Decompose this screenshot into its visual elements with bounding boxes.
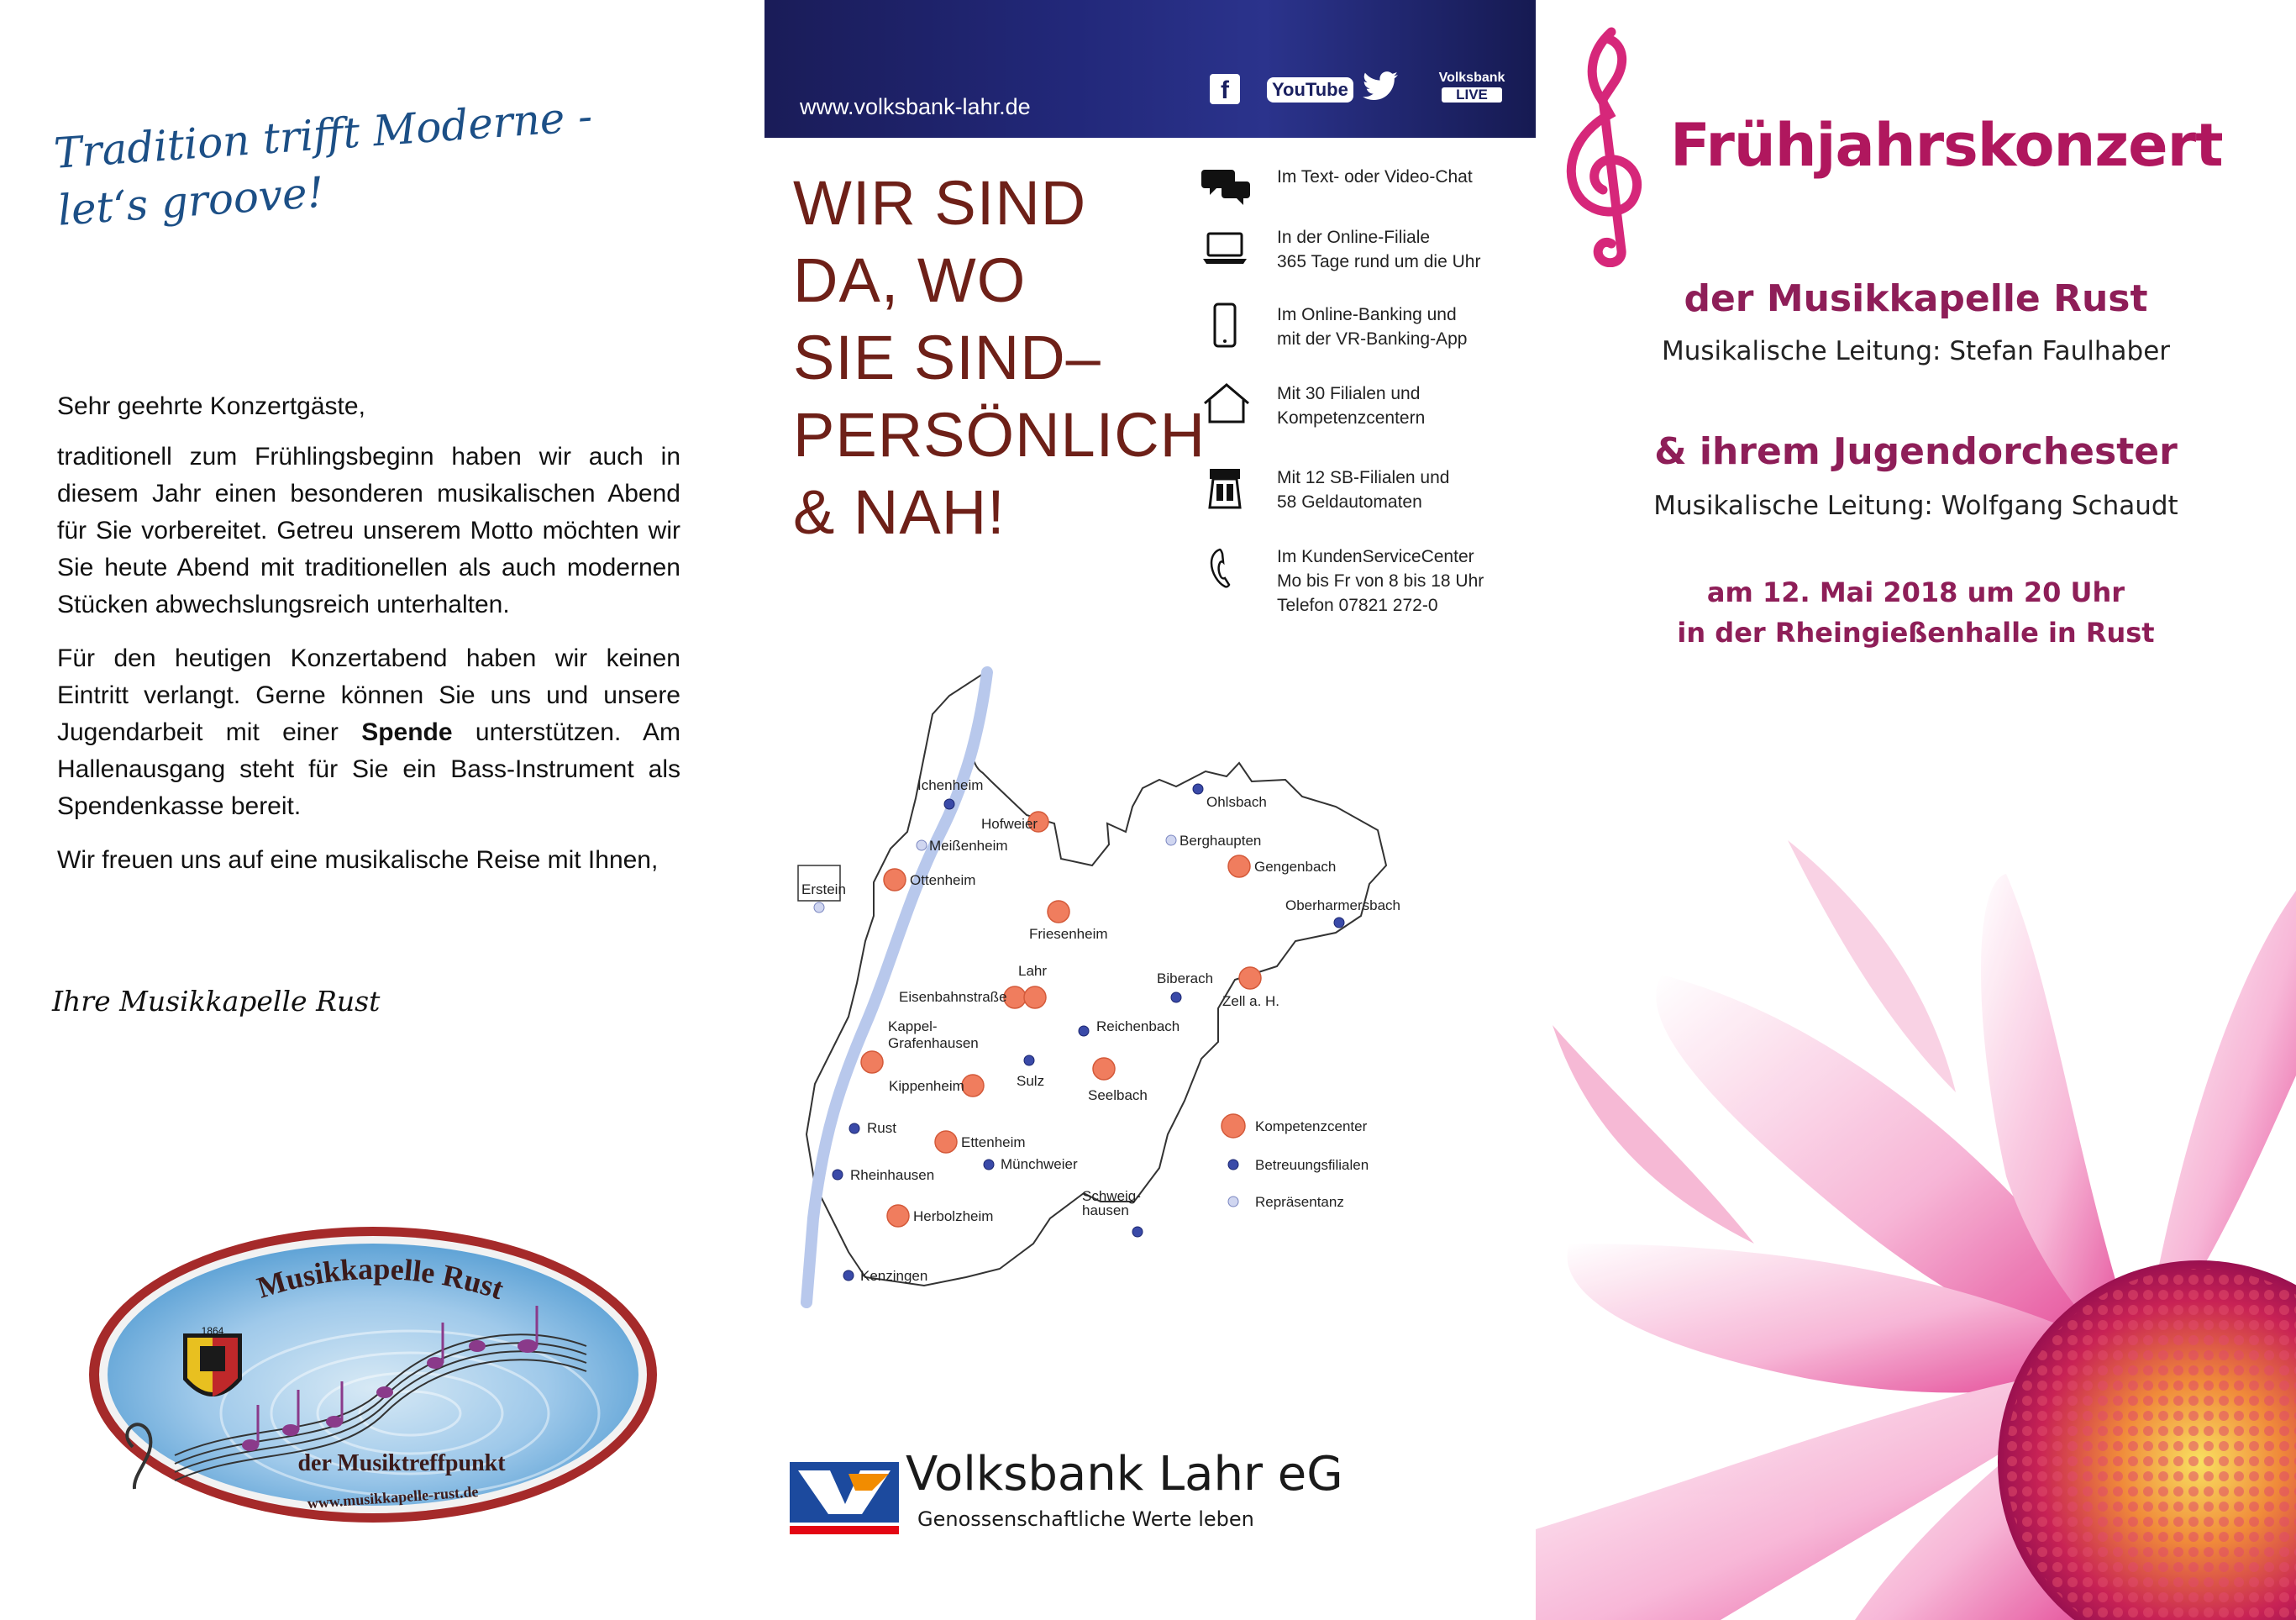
map-marker	[1024, 1055, 1034, 1065]
map-label-erstein: Erstein	[801, 881, 846, 897]
service-banking-app	[1201, 302, 1521, 370]
headline-line-5: & NAH!	[793, 477, 1006, 547]
map-marker	[917, 840, 927, 850]
youth-orchestra-name: & ihrem Jugendorchester	[1654, 430, 2178, 473]
map-label-rust: Rust	[867, 1120, 896, 1136]
live-top-label: Volksbank	[1438, 71, 1505, 85]
volksbank-logo-icon	[790, 1462, 899, 1536]
map-label-sulz: Sulz	[1017, 1073, 1045, 1089]
map-marker	[849, 1123, 859, 1133]
bank-url[interactable]: www.volksbank-lahr.de	[800, 94, 1031, 119]
left-panel	[0, 0, 764, 1620]
service-filialen-text: Mit 30 Filialen und Kompetenzcentern	[1277, 384, 1426, 428]
slogan-line2: let‘s groove!	[55, 167, 326, 235]
map-label-friesenheim: Friesenheim	[1029, 926, 1108, 942]
phone-icon	[1201, 544, 1252, 592]
letter-greeting: Sehr geehrte Konzertgäste,	[57, 392, 365, 420]
map-label-ettenheim: Ettenheim	[961, 1134, 1026, 1150]
service-banking-app-text: Im Online-Banking und mit der VR-Banking-App	[1277, 305, 1468, 349]
right-panel	[1536, 0, 2296, 1620]
marker-friesenheim	[1048, 901, 1069, 923]
middle-panel	[764, 0, 1536, 1620]
marker-ottenheim	[884, 869, 906, 891]
service-online-filiale-text: In der Online-Filiale 365 Tage rund um die Uhr	[1277, 228, 1481, 271]
youth-orchestra-leader: Musikalische Leitung: Wolfgang Schaudt	[1653, 491, 2178, 521]
flower-image	[1536, 773, 2296, 1620]
map-marker	[833, 1170, 843, 1180]
headline-line-1: WIR SIND	[793, 168, 1087, 238]
branch-map	[781, 664, 1521, 1336]
map-label-schweighausen-1: Schweig-	[1082, 1188, 1141, 1204]
logo-title-path: Musikkapelle Rust	[253, 1251, 508, 1307]
map-label-oberharmersbach: Oberharmersbach	[1285, 897, 1401, 913]
service-chat-text: Im Text- oder Video-Chat	[1277, 167, 1473, 187]
chat-icon	[1201, 165, 1252, 212]
map-label-schweighausen-2: hausen	[1082, 1202, 1129, 1218]
concert-date: am 12. Mai 2018 um 20 Uhr	[1706, 576, 2125, 608]
map-marker	[1228, 1160, 1238, 1170]
map-label-seelbach: Seelbach	[1088, 1087, 1148, 1103]
map-label-grafenhausen: Grafenhausen	[888, 1035, 979, 1051]
legend-repraesentanz: Repräsentanz	[1255, 1194, 1344, 1210]
logo-url: www.musikkapelle-rust.de	[307, 1482, 480, 1512]
map-marker	[1132, 1227, 1143, 1237]
twitter-icon[interactable]	[1363, 71, 1400, 101]
legend-kompetenzcenter: Kompetenzcenter	[1255, 1118, 1368, 1134]
service-chat	[1201, 165, 1521, 232]
map-label-kappel: Kappel-	[888, 1018, 938, 1034]
map-label-muenchweier: Münchweier	[1001, 1156, 1078, 1172]
marker-ettenheim	[935, 1131, 957, 1153]
marker-lahr-1	[1004, 986, 1026, 1008]
map-label-kenzingen: Kenzingen	[860, 1268, 928, 1284]
map-marker	[1334, 918, 1344, 928]
map-marker	[944, 799, 954, 809]
map-label-ichenheim: Ichenheim	[917, 777, 984, 793]
map-label-biberach: Biberach	[1157, 970, 1214, 986]
headline-line-3: SIE SIND–	[793, 323, 1101, 392]
atm-icon	[1201, 465, 1252, 513]
map-label-eisenbahnstrasse: Eisenbahnstraße	[899, 989, 1007, 1005]
musikkapelle-logo	[82, 1220, 664, 1529]
service-sb-filialen-text: Mit 12 SB-Filialen und 58 Geldautomaten	[1277, 468, 1450, 512]
bank-headline	[793, 165, 1206, 551]
slogan	[52, 88, 598, 239]
map-label-meissenheim: Meißenheim	[929, 838, 1008, 854]
legend-betreuungsfilialen: Betreuungsfilialen	[1255, 1157, 1369, 1173]
letter-paragraph-3: Wir freuen uns auf eine musikalische Reise mit Ihnen,	[57, 846, 659, 874]
facebook-icon[interactable]: f	[1210, 74, 1240, 104]
map-label-zell: Zell a. H.	[1222, 993, 1280, 1009]
map-marker	[1166, 835, 1176, 845]
volksbank-live-icon[interactable]	[1433, 71, 1511, 103]
marker-lahr-2	[1024, 986, 1046, 1008]
treble-clef-icon	[1559, 24, 1643, 267]
spende-word: Spende	[361, 718, 453, 746]
slogan-line1: Tradition trifft Moderne -	[52, 92, 594, 178]
legend-kompetenz-dot	[1222, 1114, 1245, 1138]
map-label-hofweier: Hofweier	[981, 816, 1038, 832]
concert-location: in der Rheingießenhalle in Rust	[1677, 617, 2155, 649]
map-marker	[1228, 1197, 1238, 1207]
map-label-rheinhausen: Rheinhausen	[850, 1167, 935, 1183]
paragraph-2-end: unterstützen. Am Hallenausgang steht für Sie ein Bass-Instrument als Spendenkasse bereit.	[57, 718, 681, 820]
marker-kippenheim	[962, 1075, 984, 1097]
concert-title: Frühjahrskonzert	[1670, 111, 2223, 180]
paragraph-2-start: Für den heutigen Konzertabend haben wir keinen Eintritt verlangt. Gerne können Sie uns und unsere Jugendarbeit mit einer	[57, 644, 680, 746]
map-label-ottenheim: Ottenheim	[910, 872, 976, 888]
house-icon	[1201, 381, 1252, 429]
letter-signature: Ihre Musikkapelle Rust	[52, 985, 381, 1018]
service-sb-filialen	[1201, 465, 1521, 533]
letter-paragraph-2	[57, 640, 680, 825]
service-kundencenter-text: Im KundenServiceCenter Mo bis Fr von 8 bis 18 Uhr Telefon 07821 272-0	[1277, 547, 1484, 615]
orchestra-name: der Musikkapelle Rust	[1684, 277, 2148, 320]
headline-line-2: DA, WO	[793, 245, 1027, 315]
bank-slogan: Genossenschaftliche Werte leben	[917, 1507, 1254, 1531]
letter-paragraph-1: traditionell zum Frühlingsbeginn haben wir auch in diesem Jahr einen besonderen musikalischen Abend für Sie vorbereitet. Getreu unserem Motto möchten wir Sie heute Abend mit traditionellen als auch modernen Stücken abwechslungsreich unterhalten.	[57, 443, 680, 618]
map-marker	[843, 1270, 854, 1281]
live-bottom-label: LIVE	[1442, 87, 1502, 103]
service-filialen	[1201, 381, 1521, 449]
laptop-icon	[1201, 225, 1252, 272]
map-marker	[814, 902, 824, 913]
map-label-lahr: Lahr	[1018, 963, 1048, 979]
bank-header	[764, 0, 1536, 138]
map-label-ohlsbach: Ohlsbach	[1206, 794, 1267, 810]
map-label-reichenbach: Reichenbach	[1096, 1018, 1180, 1034]
youtube-icon[interactable]: YouTube	[1267, 77, 1353, 103]
marker-gengenbach	[1228, 855, 1250, 877]
map-label-gengenbach: Gengenbach	[1254, 859, 1337, 875]
service-online-filiale	[1201, 225, 1521, 292]
map-marker	[1171, 992, 1181, 1002]
map-marker	[1193, 784, 1203, 794]
orchestra-leader: Musikalische Leitung: Stefan Faulhaber	[1661, 336, 2171, 366]
headline-line-4: PERSÖNLICH	[793, 400, 1206, 470]
smartphone-icon	[1201, 302, 1252, 350]
map-label-berghaupten: Berghaupten	[1180, 833, 1262, 849]
logo-year: 1864	[201, 1325, 224, 1337]
marker-kappel	[861, 1051, 883, 1073]
logo-subtitle: der Musiktreffpunkt	[297, 1450, 506, 1476]
bank-name: Volksbank Lahr eG	[906, 1447, 1343, 1502]
map-label-herbolzheim: Herbolzheim	[913, 1208, 994, 1224]
map-marker	[1079, 1026, 1089, 1036]
service-kundencenter	[1201, 544, 1521, 615]
welcome-letter	[57, 388, 680, 896]
marker-zell	[1239, 967, 1261, 989]
marker-herbolzheim	[887, 1205, 909, 1227]
map-marker	[984, 1160, 994, 1170]
map-label-kippenheim: Kippenheim	[889, 1078, 964, 1094]
marker-seelbach	[1093, 1058, 1115, 1080]
